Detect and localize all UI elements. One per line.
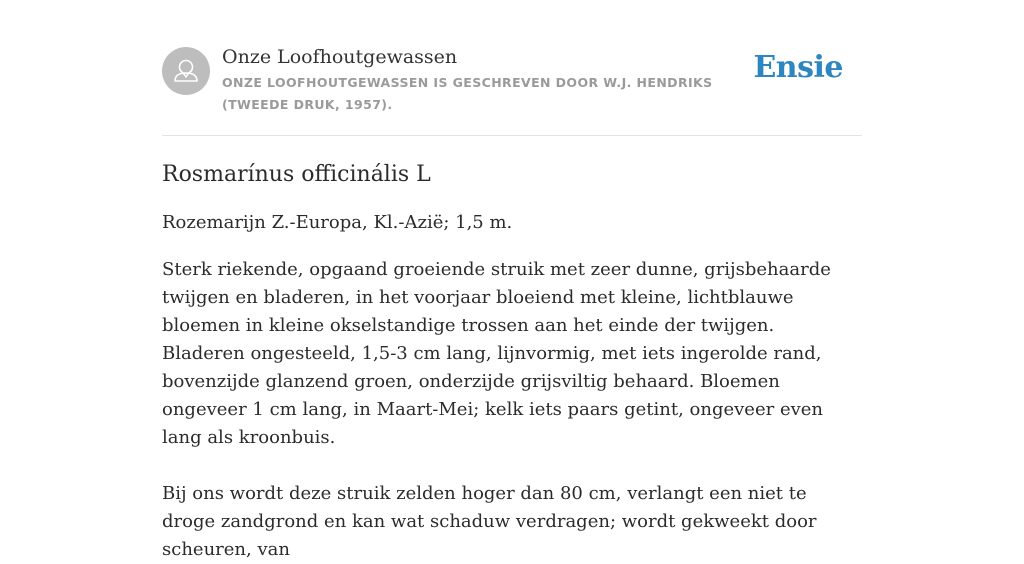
brand-logo[interactable]: Ensie xyxy=(753,50,843,85)
entry-paragraph: Bij ons wordt deze struik zelden hoger dan 80 cm, verlangt een niet te droge zandgrond en kan wat schaduw verdragen; wordt gekweekt door scheuren, van xyxy=(162,483,817,560)
source-title[interactable]: Onze Loofhoutgewassen xyxy=(222,46,458,68)
entry-paragraph: Sterk riekende, opgaand groeiende struik met zeer dunne, grijsbehaarde twijgen en bladeren, in het voorjaar bloeiend met kleine, lichtblauwe bloemen in kleine okselstandige trossen aan het einde der twijgen. Bladeren ongesteeld, 1,5-3 cm lang, lijnvormig, met iets ingerolde rand, bovenzijde glanzend groen, onderzijde grijsviltig behaard. Bloemen ongeveer 1 cm lang, in Maart-Mei; kelk iets paars getint, ongeveer even lang als kroonbuis. xyxy=(162,259,831,448)
source-description: ONZE LOOFHOUTGEWASSEN IS GESCHREVEN DOOR W.J. HENDRIKS (TWEEDE DRUK, 1957). xyxy=(222,75,713,112)
header-divider xyxy=(162,135,862,136)
entry-title: Rosmarínus officinális L xyxy=(162,162,431,187)
user-silhouette-icon xyxy=(162,47,210,95)
entry-article xyxy=(162,158,862,564)
source-header xyxy=(162,44,862,136)
entry-meta: Rozemarijn Z.-Europa, Kl.-Azië; 1,5 m. xyxy=(162,212,513,233)
